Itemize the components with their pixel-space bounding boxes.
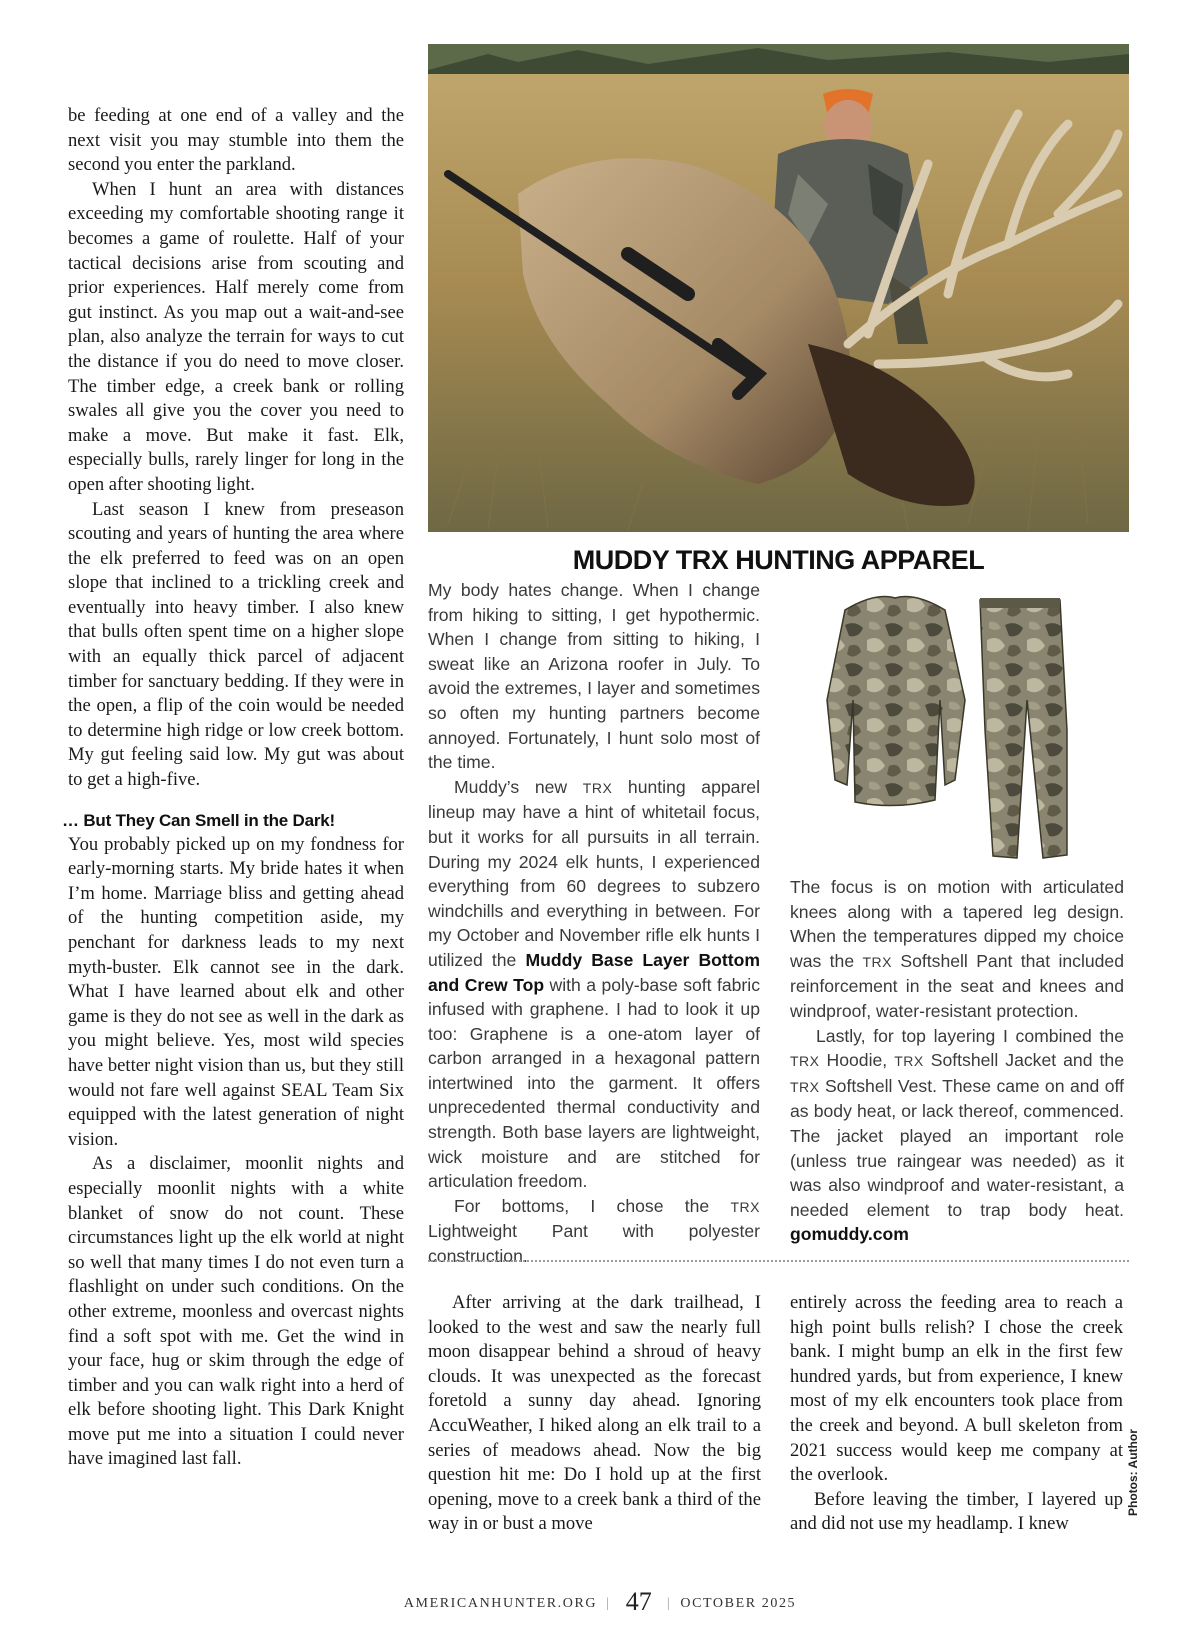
footer-separator: |	[666, 1596, 672, 1611]
hunter-elk-illustration	[428, 44, 1129, 532]
paragraph: Last season I knew from preseason scouting and years of hunting the area where the elk preferred to feed was on an open slope that inclined to a trickling creek and eventually into heavy timber. I also knew that bulls often spent time on a higher slope with an equally thick parcel of adjacent timber for sanctuary bedding. If they were in the open, a flip of the coin would be needed to determine high ridge or low creek bottom. My gut feeling said low. My gut was about to get a high-five.	[68, 498, 404, 791]
left-article-column	[62, 104, 404, 1472]
page-footer	[0, 1587, 1200, 1617]
section-heading: … But They Can Smell in the Dark!	[62, 810, 336, 830]
paragraph: The focus is on motion with articulated knees along with a tapered leg design. When the temperatures dipped my choice was the TRX Softshell Pant that included reinforcement in the seat and knees and windproof, water-resistant protection.	[790, 877, 1124, 1021]
paragraph: After arriving at the dark trailhead, I looked to the west and saw the nearly full moon disappear behind a shroud of heavy clouds. It was unexpected as the forecast foretold a sunny day ahead. Ignoring AccuWeather, I hiked along an elk trail to a series of meadows ahead. Now the big question hit me: Do I hold up at the first opening, move to a creek bank a third of the way in or bust a move	[428, 1292, 761, 1535]
paragraph: You probably picked up on my fondness for early-morning starts. My bride hates it when I’m home. Marriage bliss and getting ahead of the hunting competition aside, my penchant for darkness leads to my next myth-buster. Elk cannot see in the dark. What I have learned about elk and other game is they do not see as well in the dark as you might believe. Yes, most wild species have better night vision than us, but they still would not fare well against SEAL Team Six equipped with the latest generation of night vision.	[68, 833, 404, 1150]
footer-separator: |	[606, 1596, 611, 1611]
bottom-column-2	[790, 1291, 1123, 1537]
paragraph: entirely across the feeding area to reach a high point bulls relish? I chose the creek bank. I might bump an elk in the first few hundred yards, but from experience, I knew most of my elk encounters took place from the creek and beyond. A bull skeleton from 2021 success would keep me company at the overlook.	[790, 1292, 1123, 1486]
paragraph: Lastly, for top layering I combined the TRX Hoodie, TRX Softshell Jacket and the TRX Softshell Vest. These came on and off as body heat, or lack thereof, commenced. The jacket played an important role (unless true raingear was needed) as it was also windproof and water-resistant, a needed element to trap body heat. gomuddy.com	[790, 1025, 1124, 1245]
apparel-photo	[805, 580, 1105, 870]
dotted-divider	[428, 1260, 1129, 1262]
footer-site: AMERICANHUNTER.ORG	[403, 1596, 598, 1611]
hero-photo	[428, 44, 1129, 532]
sidebar-title: MUDDY TRX HUNTING APPAREL	[572, 545, 985, 575]
website-link[interactable]: gomuddy.com	[790, 1224, 909, 1245]
paragraph: Before leaving the timber, I layered up and did not use my headlamp. I knew	[790, 1488, 1123, 1535]
footer-issue: OCTOBER 2025	[680, 1596, 797, 1611]
paragraph: As a disclaimer, moonlit nights and especially moonlit nights with a white blanket of snow do not count. These circumstances light up the elk world at night so well that many times I do not even turn a flashlight on under such conditions. On the other extreme, moonless and overcast nights find a soft spot with me. Get the wind in your face, hug or skim through the edge of timber and you can walk right into a herd of elk before shooting light. This Dark Knight move put me into a situation I could never have imagined last fall.	[68, 1153, 404, 1470]
paragraph: When I hunt an area with distances exceeding my comfortable shooting range it becomes a game of roulette. Half of your tactical decisions arise from scouting and prior experiences. Half merely come from gut instinct. As you map out a wait-and-see plan, also analyze the terrain for ways to cut the distance if you do need to move closer. The timber edge, a creek bank or rolling swales all give you the cover you need to make a move. But make it fast. Elk, especially bulls, rarely linger for long in the open after shooting light.	[68, 178, 404, 495]
paragraph: be feeding at one end of a valley and the next visit you may stumble into them the second you enter the parkland.	[68, 105, 404, 176]
sidebar-column-1	[428, 578, 760, 1269]
paragraph: For bottoms, I chose the TRX Lightweight Pant with polyester construction.	[428, 1195, 760, 1267]
sidebar-column-2	[790, 875, 1124, 1247]
paragraph: Muddy’s new TRX hunting apparel lineup may have a hint of whitetail focus, but it works for all pursuits in all terrain. During my 2024 elk hunts, I experienced everything from 60 degrees to subzero windchills and everything in between. For my October and November rifle elk hunts I utilized the Muddy Base Layer Bottom and Crew Top with a poly-base soft fabric infused with graphene. I had to look it up too: Graphene is a one-atom layer of carbon arranged in a hexagonal pattern intertwined into the garment. It offers unprecedented thermal conductivity and strength. Both base layers are lightweight, wick moisture and are stitched for articulation freedom.	[428, 776, 760, 1192]
page-number: 47	[625, 1587, 652, 1616]
camo-base-layer-illustration	[805, 580, 1105, 870]
bottom-column-1	[428, 1291, 761, 1537]
photo-credit: Photos: Author	[1126, 1429, 1140, 1516]
paragraph: My body hates change. When I change from hiking to sitting, I get hypothermic. When I change from sitting to hiking, I sweat like an Arizona roofer in July. To avoid the extremes, I layer and sometimes so often my hunting partners become annoyed. Fortunately, I hunt solo most of the time.	[428, 580, 760, 773]
